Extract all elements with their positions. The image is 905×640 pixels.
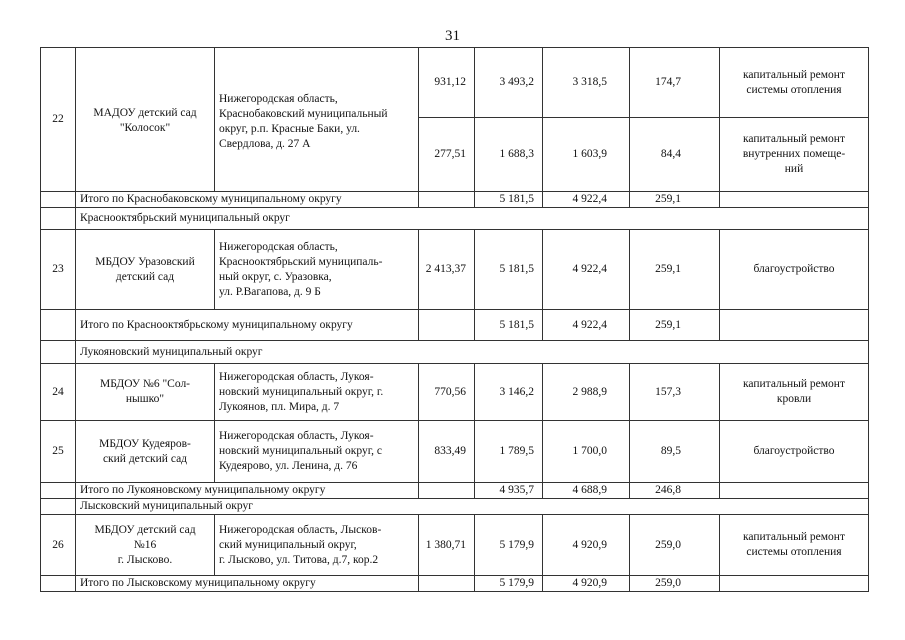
- area-value: 2 413,37: [419, 230, 475, 310]
- subtotal-label: Итого по Лысковскому муниципальному округу: [76, 576, 419, 592]
- area-value: 277,51: [419, 118, 475, 192]
- objects-table: [40, 47, 869, 592]
- table-row: [41, 515, 869, 576]
- district-row: [41, 341, 869, 364]
- total-cost: 5 179,9: [475, 515, 543, 576]
- work-type: благоустройство: [720, 230, 869, 310]
- district-row: [41, 208, 869, 230]
- institution-name: МБДОУ Уразовский детский сад: [76, 230, 215, 310]
- total-cost: 5 181,5: [475, 230, 543, 310]
- district-row: [41, 499, 869, 515]
- subtotal-local: 246,8: [630, 483, 720, 499]
- work-type: капитальный ремонт системы отопления: [720, 48, 869, 118]
- subtotal-row: [41, 483, 869, 499]
- institution-address: Нижегородская область, Лысков- ский муниципальный округ, г. Лысково, ул. Титова, д.7, кор.2: [215, 515, 419, 576]
- work-type: благоустройство: [720, 421, 869, 483]
- institution-address: Нижегородская область, Краснооктябрьский муниципаль- ный округ, с. Уразовка, ул. Р.Вагапова, д. 9 Б: [215, 230, 419, 310]
- subtotal-oblast: 4 688,9: [543, 483, 630, 499]
- row-number: 23: [41, 230, 76, 310]
- table-row: [41, 364, 869, 421]
- local-budget: 259,0: [630, 515, 720, 576]
- local-budget: 89,5: [630, 421, 720, 483]
- subtotal-label: Итого по Краснооктябрьскому муниципальному округу: [76, 310, 419, 341]
- table-row: [41, 421, 869, 483]
- area-value: 770,56: [419, 364, 475, 421]
- local-budget: 157,3: [630, 364, 720, 421]
- subtotal-local: 259,1: [630, 192, 720, 208]
- total-cost: 1 789,5: [475, 421, 543, 483]
- institution-address: Нижегородская область, Лукоя- новский муниципальный округ, с Кудеярово, ул. Ленина, д. 76: [215, 421, 419, 483]
- table-row: [41, 230, 869, 310]
- subtotal-row: [41, 192, 869, 208]
- subtotal-total: 5 179,9: [475, 576, 543, 592]
- subtotal-oblast: 4 922,4: [543, 310, 630, 341]
- area-value: 833,49: [419, 421, 475, 483]
- subtotal-label: Итого по Лукояновскому муниципальному округу: [76, 483, 419, 499]
- oblast-budget: 2 988,9: [543, 364, 630, 421]
- district-label: Краснооктябрьский муниципальный округ: [76, 208, 869, 230]
- row-number: 24: [41, 364, 76, 421]
- subtotal-local: 259,1: [630, 310, 720, 341]
- area-value: 1 380,71: [419, 515, 475, 576]
- local-budget: 174,7: [630, 48, 720, 118]
- institution-name: МБДОУ детский сад №16 г. Лысково.: [76, 515, 215, 576]
- institution-name: МБДОУ №6 "Сол- нышко": [76, 364, 215, 421]
- work-type: капитальный ремонт системы отопления: [720, 515, 869, 576]
- table-row: [41, 48, 869, 118]
- local-budget: 259,1: [630, 230, 720, 310]
- subtotal-total: 5 181,5: [475, 192, 543, 208]
- work-type: капитальный ремонт внутренних помеще- ний: [720, 118, 869, 192]
- subtotal-label: Итого по Краснобаковскому муниципальному округу: [76, 192, 419, 208]
- total-cost: 3 493,2: [475, 48, 543, 118]
- page-number: 31: [445, 28, 460, 44]
- oblast-budget: 1 700,0: [543, 421, 630, 483]
- row-number: 22: [41, 48, 76, 192]
- institution-name: МАДОУ детский сад "Колосок": [76, 48, 215, 192]
- work-type: капитальный ремонт кровли: [720, 364, 869, 421]
- local-budget: 84,4: [630, 118, 720, 192]
- row-number: 25: [41, 421, 76, 483]
- subtotal-oblast: 4 920,9: [543, 576, 630, 592]
- subtotal-local: 259,0: [630, 576, 720, 592]
- subtotal-row: [41, 310, 869, 341]
- institution-address: Нижегородская область, Лукоя- новский муниципальный округ, г. Лукоянов, пл. Мира, д. 7: [215, 364, 419, 421]
- subtotal-oblast: 4 922,4: [543, 192, 630, 208]
- oblast-budget: 3 318,5: [543, 48, 630, 118]
- district-label: Лысковский муниципальный округ: [76, 499, 869, 515]
- institution-name: МБДОУ Кудеяров- ский детский сад: [76, 421, 215, 483]
- row-number: 26: [41, 515, 76, 576]
- subtotal-total: 4 935,7: [475, 483, 543, 499]
- subtotal-row: [41, 576, 869, 592]
- district-label: Лукояновский муниципальный округ: [76, 341, 869, 364]
- oblast-budget: 4 920,9: [543, 515, 630, 576]
- oblast-budget: 1 603,9: [543, 118, 630, 192]
- subtotal-total: 5 181,5: [475, 310, 543, 341]
- total-cost: 1 688,3: [475, 118, 543, 192]
- institution-address: Нижегородская область, Краснобаковский муниципальный округ, р.п. Красные Баки, ул. Свердлова, д. 27 А: [215, 48, 419, 192]
- oblast-budget: 4 922,4: [543, 230, 630, 310]
- total-cost: 3 146,2: [475, 364, 543, 421]
- area-value: 931,12: [419, 48, 475, 118]
